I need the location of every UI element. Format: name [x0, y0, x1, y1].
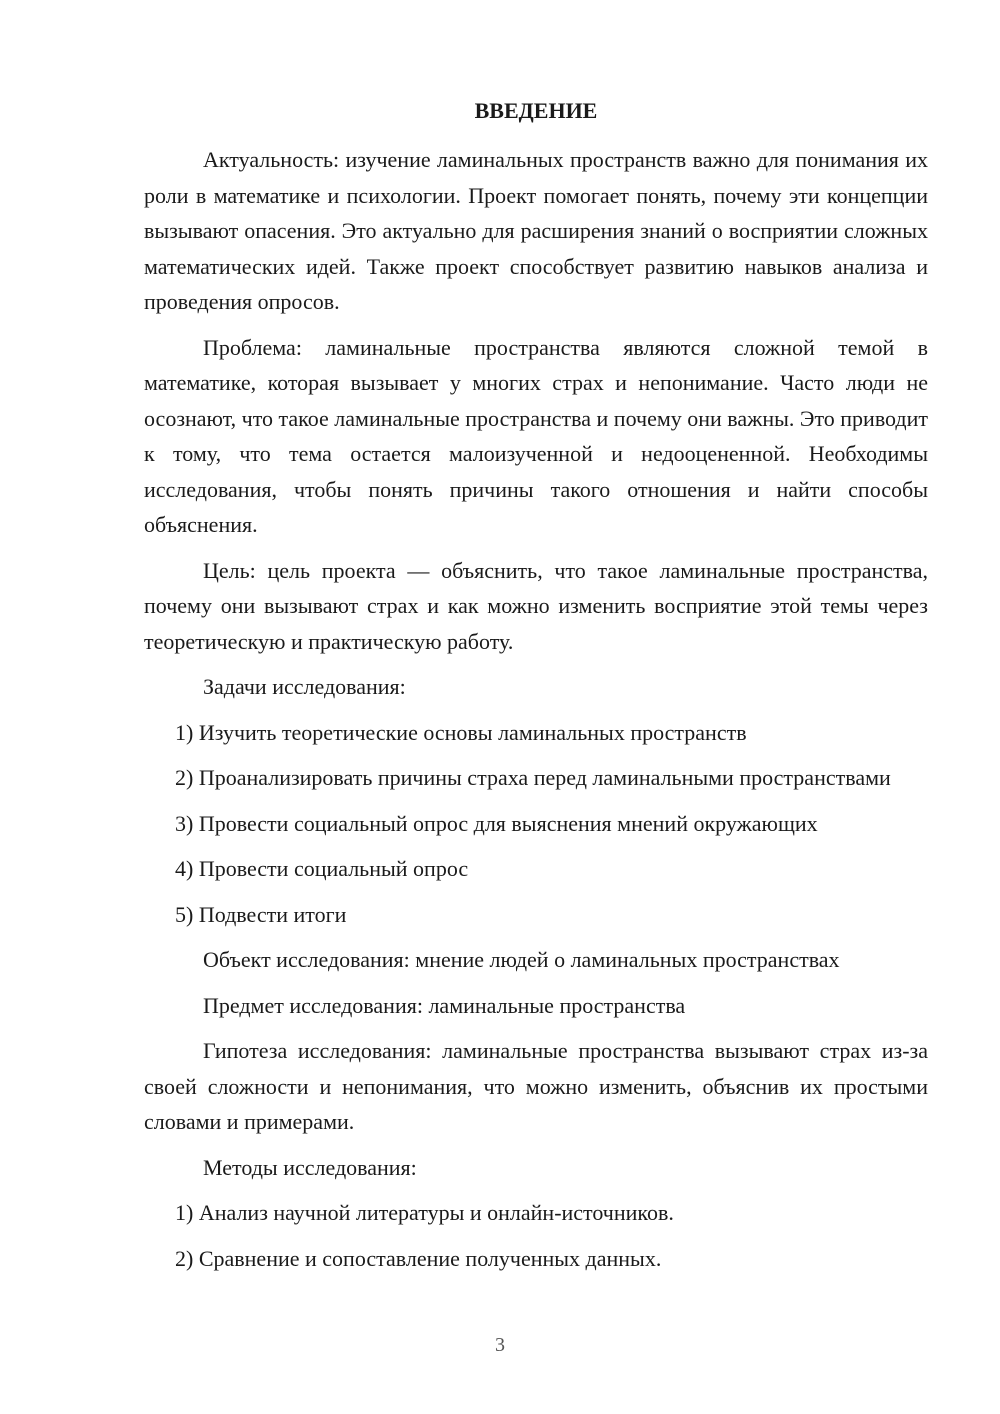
tasks-heading: Задачи исследования: [203, 674, 406, 699]
task-item-4: 4) Провести социальный опрос [175, 856, 469, 881]
task-item-5: 5) Подвести итоги [175, 901, 347, 927]
task-item-3: 3) Провести социальный опрос для выяснения мнений окружающих [175, 810, 818, 836]
paragraph-problem: Проблема: ламинальные пространства являются сложной темой в математике, которая вызывает у многих страх и непонимание. Часто люди не осознают, что такое ламинальные пространства и почему они важны. Это приводит к тому, что тема остается малоизученной и недооцененной. Необходимы исследования, чтобы понять причины такого отношения и найти способы объяснения. [144, 334, 929, 537]
paragraph-relevance: Актуальность: изучение ламинальных пространств важно для понимания их роли в математике и психологии. Проект помогает понять, почему эти концепции вызывают опасения. Это актуально для расширения знаний о восприятии сложных математических идей. Также проект способствует развитию навыков анализа и проведения опросов. [144, 147, 928, 314]
method-item-1: 1) Анализ научной литературы и онлайн-источников. [175, 1200, 674, 1225]
research-hypothesis: Гипотеза исследования: ламинальные пространства вызывают страх из-за своей сложности и непонимания, что можно изменить, объяснив их простыми словами и примерами. [144, 1038, 928, 1134]
page-title: ВВЕДЕНИЕ [474, 98, 598, 123]
task-item-1: 1) Изучить теоретические основы ламинальных пространств [175, 719, 747, 745]
research-subject: Предмет исследования: ламинальные пространства [203, 992, 686, 1018]
method-item-2: 2) Сравнение и сопоставление полученных данных. [175, 1245, 662, 1271]
page-number: 3 [495, 1334, 505, 1356]
research-object: Объект исследования: мнение людей о ламинальных пространствах [203, 947, 840, 972]
task-item-2: 2) Проанализировать причины страха перед ламинальными пространствами [175, 765, 891, 790]
methods-heading: Методы исследования: [203, 1154, 417, 1180]
paragraph-goal: Цель: цель проекта — объяснить, что такое ламинальные пространства, почему они вызывают страх и как можно изменить восприятие этой темы через теоретическую и практическую работу. [144, 557, 928, 654]
